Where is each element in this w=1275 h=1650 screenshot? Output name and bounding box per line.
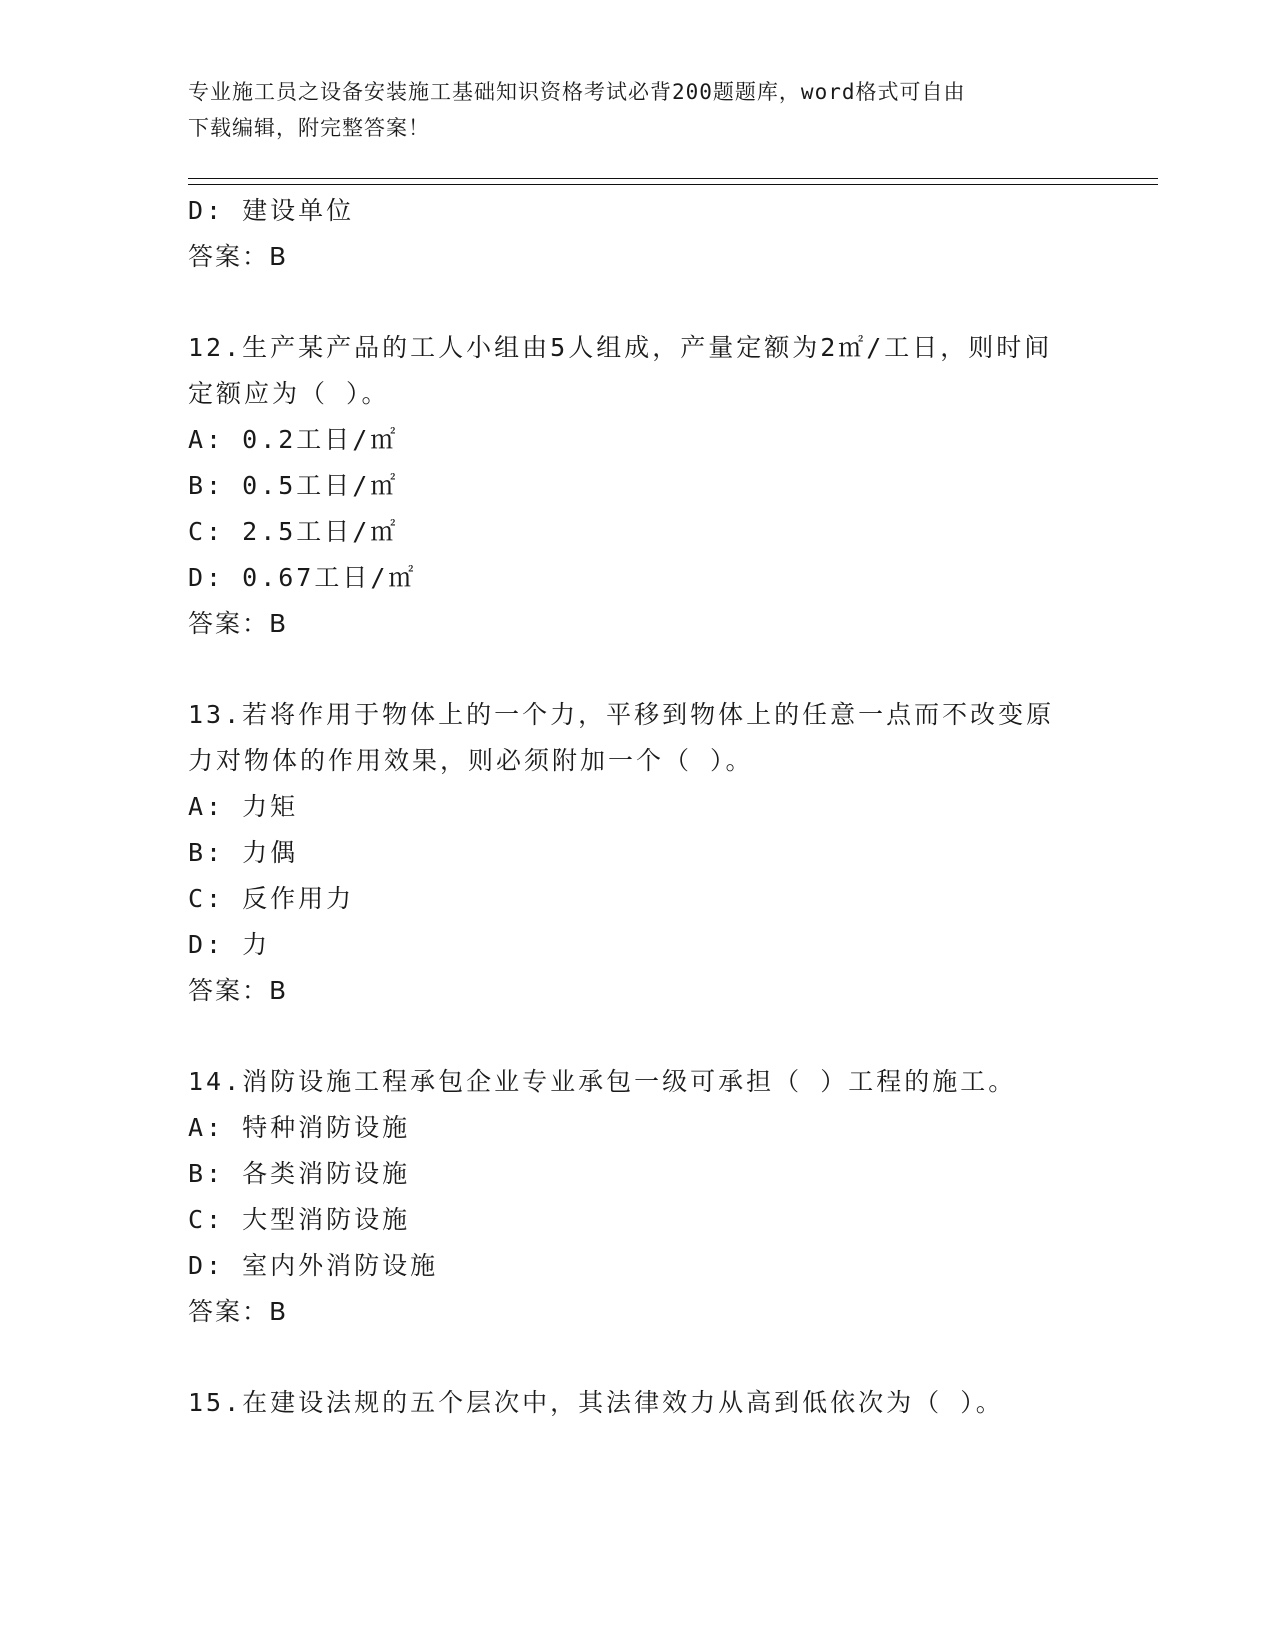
question-stem-line: 定额应为（ ）。 — [188, 379, 390, 408]
question-stem-line: 13.若将作用于物体上的一个力，平移到物体上的任意一点而不改变原 — [188, 700, 1055, 729]
option-d: D: 0.67工日/㎡ — [188, 563, 417, 592]
option-c: C: 2.5工日/㎡ — [188, 517, 399, 546]
question-stem-line: 15.在建设法规的五个层次中，其法律效力从高到低依次为（ ）。 — [188, 1388, 1004, 1417]
prev-option-d: D: 建设单位 — [188, 196, 355, 225]
question-15 — [188, 1380, 1088, 1426]
question-content — [188, 188, 1088, 1426]
prev-answer: 答案：B — [188, 242, 289, 271]
option-d: D: 力 — [188, 930, 271, 959]
option-a: A: 特种消防设施 — [188, 1113, 411, 1142]
question-stem-line: 12.生产某产品的工人小组由5人组成，产量定额为2㎡/工日，则时间 — [188, 333, 1053, 362]
spacer — [188, 1014, 1088, 1059]
question-stem-line: 力对物体的作用效果，则必须附加一个（ ）。 — [188, 746, 754, 775]
option-b: B: 各类消防设施 — [188, 1159, 411, 1188]
spacer — [188, 647, 1088, 692]
option-c: C: 大型消防设施 — [188, 1205, 411, 1234]
spacer — [188, 1335, 1088, 1380]
option-a: A: 力矩 — [188, 792, 299, 821]
header-line-2: 下载编辑，附完整答案！ — [188, 116, 430, 140]
header-divider-bottom — [188, 184, 1158, 185]
answer-line: 答案：B — [188, 609, 289, 638]
question-stem-line: 14.消防设施工程承包企业专业承包一级可承担（ ）工程的施工。 — [188, 1067, 1017, 1096]
header-line-1: 专业施工员之设备安装施工基础知识资格考试必背200题题库，word格式可自由 — [188, 80, 966, 104]
question-12 — [188, 325, 1088, 647]
document-header — [188, 74, 1088, 146]
option-d: D: 室内外消防设施 — [188, 1251, 439, 1280]
option-c: C: 反作用力 — [188, 884, 355, 913]
question-13 — [188, 692, 1088, 1014]
answer-line: 答案：B — [188, 1297, 289, 1326]
option-b: B: 0.5工日/㎡ — [188, 471, 399, 500]
answer-line: 答案：B — [188, 976, 289, 1005]
header-divider-top — [188, 178, 1158, 179]
option-b: B: 力偶 — [188, 838, 299, 867]
spacer — [188, 280, 1088, 325]
option-a: A: 0.2工日/㎡ — [188, 425, 399, 454]
question-14 — [188, 1059, 1088, 1335]
